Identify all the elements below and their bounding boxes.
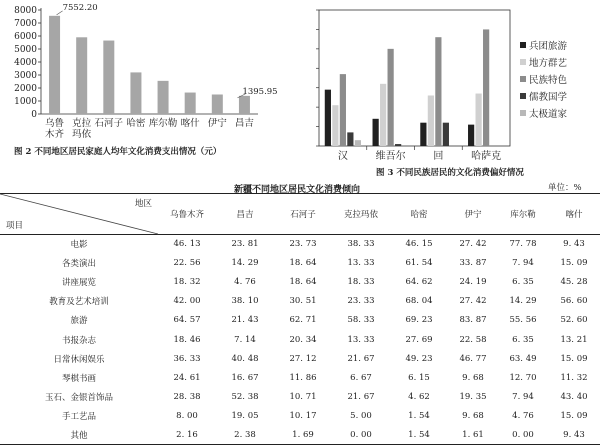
bar [185,93,196,114]
table-cell: 40. 48 [231,353,259,364]
table-cell: 27. 69 [405,334,433,345]
bar [355,140,361,146]
bar [347,132,353,146]
table-cell: 6. 35 [512,334,534,345]
bar [76,37,87,114]
table-cell: 33. 87 [459,257,487,268]
y-tick-label: 2000 [14,84,37,94]
row-label: 手工艺品 [61,412,96,423]
table-cell: 2. 38 [234,430,256,441]
row-label: 玉石、金银首饰品 [44,393,113,404]
x-tick-label: 克拉 [72,118,92,129]
legend-label: 太极道家 [529,109,568,120]
table-cell: 18. 33 [347,276,375,287]
data-label: 7552.20 [62,2,98,13]
table-row [0,349,600,368]
table-cell: 0. 00 [350,430,372,441]
corner-region-label: 地区 [134,199,152,209]
table-cell: 7. 94 [512,257,534,268]
column-header: 喀什 [548,194,600,234]
bar [325,90,331,146]
table-cell: 46. 77 [459,353,487,364]
row-label: 日常休闲娱乐 [53,354,105,365]
table-cell: 62. 71 [289,315,317,326]
figure3-chart [300,0,600,168]
bar [468,125,474,146]
legend-label: 民族特色 [529,75,568,86]
table-cell: 18. 64 [289,257,317,268]
figure2-bars [49,16,250,114]
table-cell: 14. 29 [231,257,259,268]
table-unit: 单位：% [548,183,582,193]
row-label: 书报杂志 [61,335,96,346]
x-tick-label: 乌鲁 [45,118,65,129]
table-cell: 43. 40 [560,392,588,403]
bar [428,95,434,146]
x-tick-label: 库尔勒 [148,118,178,129]
legend-label: 儒教国学 [529,92,568,103]
table-row [0,234,600,253]
table-cell: 10. 17 [289,411,317,422]
row-label: 旅游 [70,316,88,327]
table-cell: 38. 10 [231,296,259,307]
table-cell: 69. 23 [405,315,433,326]
bar [239,96,250,114]
table-row [0,311,600,330]
row-label: 教育及艺术培训 [49,297,109,308]
table-cell: 2. 16 [176,430,198,441]
table-cell: 52. 60 [560,315,588,326]
table-cell: 4. 76 [234,276,256,287]
y-tick-label: 6000 [14,32,37,42]
column-header: 克拉玛依 [332,194,390,234]
legend-swatch [520,110,526,116]
figure2-x-labels [45,117,254,140]
table-corner-cell [0,194,158,234]
table-cell: 7. 14 [234,334,256,345]
figure3-caption: 图 3 不同民族居民的文化消费偏好情况 [376,168,524,178]
table-cell: 10. 71 [289,392,317,403]
table-bottom-rule [0,444,600,445]
table-cell: 68. 04 [405,296,433,307]
column-header: 石河子 [274,194,332,234]
table-cell: 52. 38 [231,392,259,403]
table-cell: 20. 34 [289,334,317,345]
table-cell: 0. 00 [512,430,534,441]
table-cell: 24. 19 [459,276,487,287]
row-label: 琴棋书画 [61,373,96,384]
table-cell: 42. 00 [173,296,201,307]
table-title: 新疆不同地区居民文化消费倾向 [234,185,361,195]
table-cell: 30. 51 [289,296,317,307]
bar [435,37,441,146]
bar [420,123,426,146]
table-cell: 13. 21 [560,334,588,345]
x-tick-label: 玛依 [72,129,92,140]
table-cell: 49. 23 [405,353,433,364]
table-cell: 9. 43 [563,238,585,249]
column-header: 哈密 [390,194,448,234]
table-cell: 8. 00 [176,411,198,422]
table-cell: 18. 46 [173,334,201,345]
x-tick-label: 石河子 [94,118,124,129]
table-cell: 24. 61 [173,372,201,383]
x-tick-label: 昌吉 [234,118,254,129]
x-tick-label: 维吾尔 [375,151,406,162]
table-cell: 15. 09 [560,353,588,364]
table-cell: 16. 67 [231,372,259,383]
table-cell: 21. 67 [347,392,375,403]
x-tick-label: 哈密 [126,118,146,129]
table-cell: 23. 33 [347,296,375,307]
figure2-chart [0,0,278,140]
table-cell: 55. 56 [509,315,537,326]
table-cell: 45. 28 [560,276,588,287]
table-cell: 19. 35 [459,392,487,403]
table-cell: 23. 81 [231,238,259,249]
column-header: 乌鲁木齐 [158,194,216,234]
table-cell: 1. 54 [408,430,430,441]
table-cell: 13. 33 [347,257,375,268]
bar [130,72,141,114]
table-row [0,292,600,311]
table-cell: 7. 94 [512,392,534,403]
legend-swatch [520,59,526,65]
y-tick-label: 1000 [14,97,37,107]
bar [340,74,346,146]
bar [103,41,114,114]
bar [388,49,394,146]
table-cell: 18. 32 [173,276,201,287]
table-cell: 56. 60 [560,296,588,307]
bar [158,81,169,114]
figure2-caption: 图 2 不同地区居民家庭人均年文化消费支出情况（元） [14,147,222,157]
table-cell: 38. 33 [347,238,375,249]
table-cell: 1. 69 [292,430,314,441]
legend-swatch [520,93,526,99]
table-cell: 28. 38 [173,392,201,403]
table-cell: 61. 54 [405,257,433,268]
y-tick-label: 3000 [14,71,37,81]
data-label: 1395.95 [242,86,278,97]
bar [373,119,379,146]
table-cell: 22. 58 [459,334,487,345]
bar [395,144,401,146]
table-cell: 12. 70 [509,372,537,383]
x-tick-label: 汉 [337,151,348,162]
legend-label: 地方群艺 [529,58,568,69]
legend-swatch [520,42,526,48]
table-cell: 36. 33 [173,353,201,364]
table-cell: 13. 33 [347,334,375,345]
table-header-row [0,194,600,234]
figure3-legend [520,40,568,120]
bar [476,94,482,146]
table-cell: 64. 62 [405,276,433,287]
legend-swatch [520,76,526,82]
table-cell: 14. 29 [509,296,537,307]
table-row [0,272,600,291]
table-cell: 15. 09 [560,257,588,268]
bar [483,29,489,146]
table-cell: 11. 32 [560,372,588,383]
table-cell: 11. 86 [289,372,317,383]
table-cell: 6. 67 [350,372,372,383]
y-tick-label: 4000 [14,58,37,68]
bar [212,95,223,115]
table-cell: 27. 12 [289,353,317,364]
y-tick-label: 0 [31,110,37,120]
x-tick-label: 喀什 [180,118,200,129]
table-cell: 64. 57 [173,315,201,326]
row-label: 电影 [70,239,88,250]
table-cell: 23. 73 [289,238,317,249]
table-cell: 19. 05 [231,411,259,422]
table-cell: 22. 56 [173,257,201,268]
consumption-table [0,194,600,445]
row-label: 各类演出 [61,258,96,269]
table-cell: 4. 62 [408,392,430,403]
table-cell: 1. 61 [462,430,484,441]
table-cell: 77. 78 [509,238,537,249]
table-cell: 1. 54 [408,411,430,422]
table-cell: 46. 13 [173,238,201,249]
bar [49,16,60,114]
column-header: 伊宁 [448,194,498,234]
table-cell: 46. 15 [405,238,433,249]
figure3-x-labels [338,149,501,162]
table-body [0,234,600,445]
bar [443,123,449,146]
table-cell: 6. 15 [408,372,430,383]
column-header: 库尔勒 [498,194,548,234]
row-label: 讲座展览 [61,277,96,288]
x-tick-label: 回 [433,151,444,162]
table-cell: 15. 09 [560,411,588,422]
x-tick-label: 伊宁 [207,118,227,129]
y-tick-label: 8000 [14,6,37,16]
bar [380,84,386,146]
table-row [0,407,600,426]
table-cell: 5. 00 [350,411,372,422]
table-cell: 9. 68 [462,411,484,422]
table-cell: 9. 43 [563,430,585,441]
x-tick-label: 木齐 [45,129,65,140]
corner-item-label: 项目 [6,220,24,231]
legend-label: 兵团旅游 [529,41,568,52]
y-tick-label: 7000 [14,19,37,29]
table-cell: 18. 64 [289,276,317,287]
table-cell: 63. 49 [509,353,537,364]
table-cell: 21. 43 [231,315,259,326]
table-cell: 9. 68 [462,372,484,383]
bar [332,105,338,146]
column-header: 昌吉 [216,194,274,234]
table-row [0,330,600,349]
table-row [0,426,600,445]
y-tick-label: 5000 [14,45,37,55]
table-row [0,253,600,272]
row-label: 其他 [70,431,88,442]
x-tick-label: 哈萨克 [471,151,502,162]
table-row [0,368,600,387]
table-row [0,388,600,407]
table-cell: 21. 67 [347,353,375,364]
table-cell: 58. 33 [347,315,375,326]
table-cell: 27. 42 [459,296,487,307]
table-cell: 6. 35 [512,276,534,287]
table-cell: 4. 76 [512,411,534,422]
table-cell: 27. 42 [459,238,487,249]
table-cell: 83. 87 [459,315,487,326]
